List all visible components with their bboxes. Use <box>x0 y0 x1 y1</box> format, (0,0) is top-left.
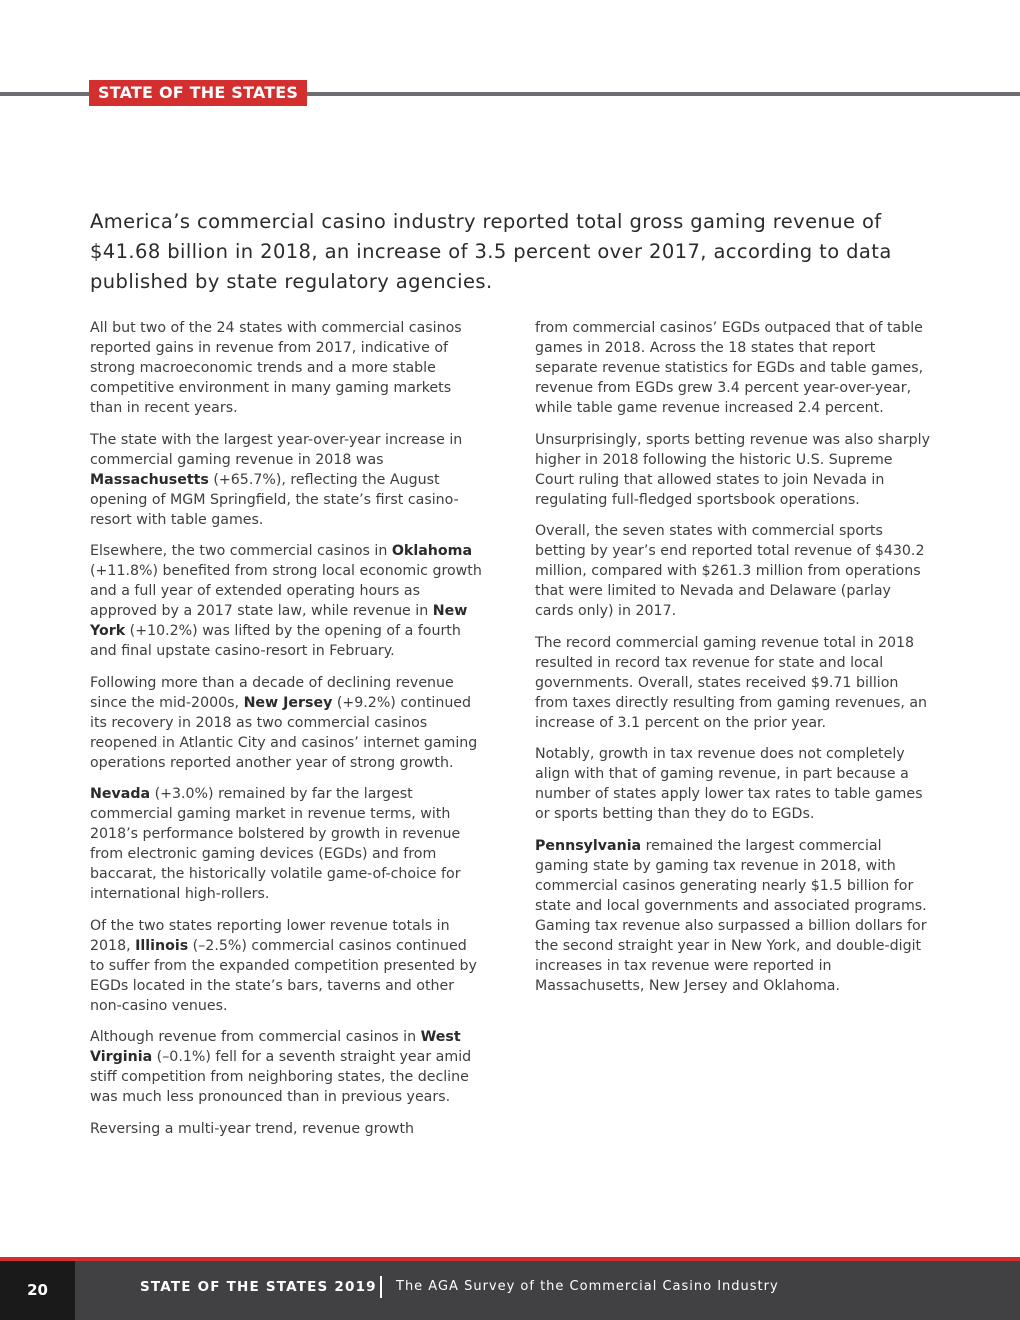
paragraph: Notably, growth in tax revenue does not completely align with that of gaming revenue, in part because a number of states apply lower tax rates to table games or sports betting than they do to EGDs. <box>535 746 923 822</box>
paragraph: Pennsylvania remained the largest commercial gaming state by gaming tax revenue in 2018, with commercial casinos generating nearly $1.5 billion for state and local governments and associated programs. Gaming tax revenue also surpassed a billion dollars for the second straight year in New York, and double-digit increases in tax revenue were reported in Massachusetts, New Jersey and Oklahoma. <box>535 837 927 994</box>
paragraph: Unsurprisingly, sports betting revenue was also sharply higher in 2018 following the historic U.S. Supreme Court ruling that allowed states to join Nevada in regulating full-fledged sportsbook operations. <box>535 431 931 508</box>
section-tag: STATE OF THE STATES <box>89 80 307 106</box>
paragraph: Although revenue from commercial casinos in West Virginia (–0.1%) fell for a seventh straight year amid stiff competition from neighboring states, the decline was much less pronounced than in previous years. <box>90 1029 472 1105</box>
state-name: New York <box>90 603 468 639</box>
paragraph: Reversing a multi-year trend, revenue growth <box>90 1120 415 1137</box>
state-name: West Virginia <box>90 1029 461 1065</box>
paragraph: Following more than a decade of declining revenue since the mid-2000s, New Jersey (+9.2%) continued its recovery in 2018 as two commercial casinos reopened in Atlantic City and casinos’ internet gaming operations reported another year of strong growth. <box>90 674 478 771</box>
footer-subtitle: The AGA Survey of the Commercial Casino Industry <box>396 1279 779 1294</box>
left-column <box>90 318 485 1150</box>
paragraph: All but two of the 24 states with commercial casinos reported gains in revenue from 2017, indicative of strong macroeconomic trends and a more stable competitive environment in many gaming markets than in recent years. <box>90 320 462 416</box>
footer-title: STATE OF THE STATES 2019 <box>140 1279 377 1295</box>
paragraph: Elsewhere, the two commercial casinos in Oklahoma (+11.8%) benefited from strong local economic growth and a full year of extended operating hours as approved by a 2017 state law, while revenue in New York (+10.2%) was lifted by the opening of a fourth and final upstate casino-resort in February. <box>90 543 482 659</box>
paragraph: Nevada (+3.0%) remained by far the largest commercial gaming market in revenue terms, with 2018’s performance bolstered by growth in revenue from electronic gaming devices (EGDs) and from baccarat, the historically volatile game-of-choice for international high-rollers. <box>90 786 461 902</box>
state-name: Illinois <box>135 937 189 954</box>
paragraph: Overall, the seven states with commercial sports betting by year’s end reported total revenue of $430.2 million, compared with $261.3 million from operations that were limited to Nevada and Delaware (parlay cards only) in 2017. <box>535 523 925 619</box>
right-column <box>535 318 930 1007</box>
paragraph: The state with the largest year-over-year increase in commercial gaming revenue in 2018 was Massachusetts (+65.7%), reflecting the August opening of MGM Springfield, the state’s first casino-resort with table games. <box>90 431 463 528</box>
lead-paragraph: America’s commercial casino industry reported total gross gaming revenue of $41.68 billion in 2018, an increase of 3.5 percent over 2017, according to data published by state regulatory agencies. <box>90 210 892 293</box>
state-name: Massachusetts <box>90 471 209 488</box>
paragraph: from commercial casinos’ EGDs outpaced that of table games in 2018. Across the 18 states that report separate revenue statistics for EGDs and table games, revenue from EGDs grew 3.4 percent year-over-year, while table game revenue increased 2.4 percent. <box>535 320 924 416</box>
paragraph: The record commercial gaming revenue total in 2018 resulted in record tax revenue for state and local governments. Overall, states received $9.71 billion from taxes directly resulting from gaming revenues, an increase of 3.1 percent on the prior year. <box>535 634 928 731</box>
page-number: 20 <box>0 1261 75 1320</box>
footer-divider <box>380 1276 382 1298</box>
state-name: New Jersey <box>243 694 333 711</box>
state-name: Nevada <box>90 786 151 802</box>
paragraph: Of the two states reporting lower revenue totals in 2018, Illinois (–2.5%) commercial casinos continued to suffer from the expanded competition presented by EGDs located in the state’s bars, taverns and other non-casino venues. <box>90 917 477 1014</box>
state-name: Pennsylvania <box>535 837 642 854</box>
state-name: Oklahoma <box>391 543 473 559</box>
